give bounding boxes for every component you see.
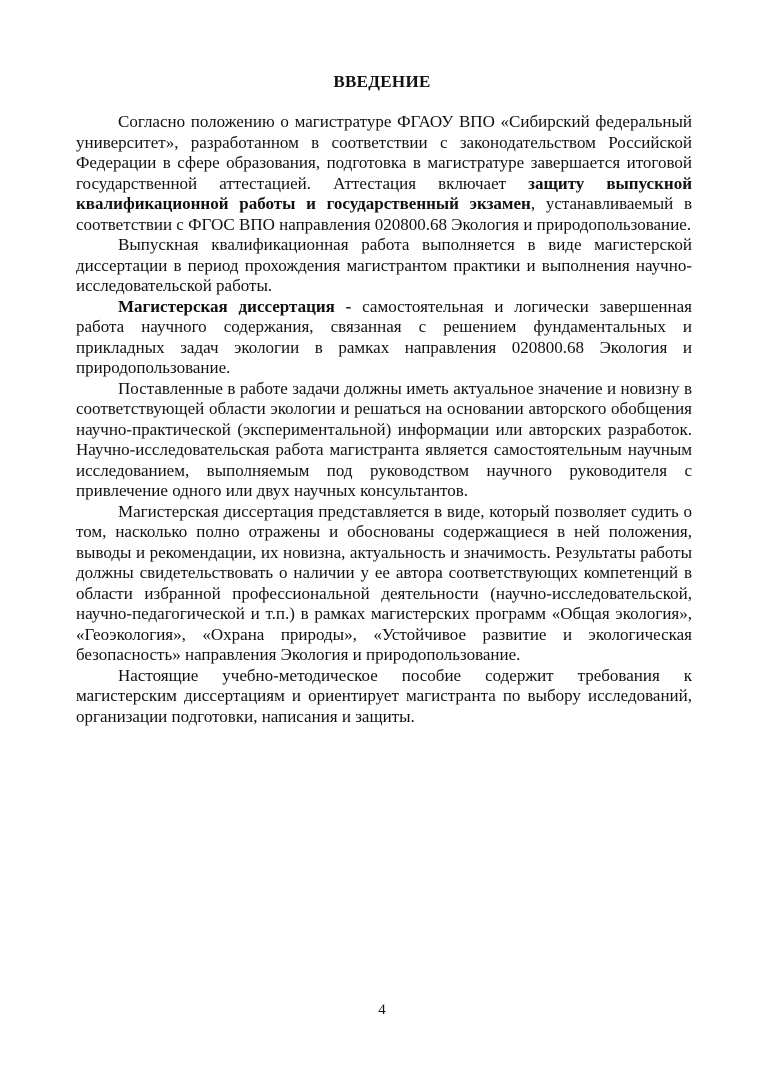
bold-term: Магистерская диссертация - (118, 296, 352, 316)
paragraph-qualification-work: Выпускная квалификационная работа выполняется в виде магистерской диссертации в период прохождения магистрантом практики и выполнения научно-исследовательской работы. (76, 235, 692, 295)
paragraph-dissertation-definition (76, 297, 692, 379)
paragraph-tasks: Поставленные в работе задачи должны иметь актуальное значение и новизну в соответствующей области экологии и решаться на основании авторского обобщения научно-практической (экспериментальной) информации или авторских разработок. Научно-исследовательская работа магистранта является самостоятельным научным исследованием, выполняемым под руководством научного руководителя с привлечение одного или двух научных консультантов. (76, 378, 692, 500)
paragraph-text: самостоятельная и логически завершенная работа научного содержания, связанная с решением фундаментальных и прикладных задач экологии в рамках направления 020800.68 Экология и природопользование. (76, 296, 692, 377)
page-title: ВВЕДЕНИЕ (333, 72, 431, 91)
paragraph-text: , устанавливаемый в соответствии с ФГОС ВПО направления 020800.68 Экология и природопользование. (76, 194, 692, 234)
paragraph-manual: Настоящие учебно-методическое пособие содержит требования к магистерским диссертациям и ориентирует магистранта по выбору исследований, организации подготовки, написания и защиты. (76, 665, 692, 726)
document-body (76, 112, 692, 727)
page-number: 4 (378, 1002, 386, 1018)
paragraph-attestation (76, 112, 692, 235)
paragraph-presentation: Магистерская диссертация представляется в виде, который позволяет судить о том, насколько полно отражены и обоснованы содержащиеся в ней положения, выводы и рекомендации, их новизна, актуальность и значимость. Результаты работы должны свидетельствовать о наличии у ее автора соответствующих компетенций в области избранной профессиональной деятельности (научно-исследовательской, научно-педагогической и т.п.) в рамках магистерских программ «Общая экология», «Геоэкология», «Охрана природы», «Устойчивое развитие и экологическая безопасность» направления Экология и природопользование. (76, 501, 692, 664)
bold-phrase: защиту выпускной квалификационной работы и государственный экзамен (76, 173, 692, 213)
paragraph-text: Согласно положению о магистратуре ФГАОУ ВПО «Сибирский федеральный университет», разработанном в соответствии с законодательством Российской Федерации в сфере образования, подготовка в магистратуре завершается итоговой государственной аттестацией. Аттестация включает (76, 112, 692, 193)
